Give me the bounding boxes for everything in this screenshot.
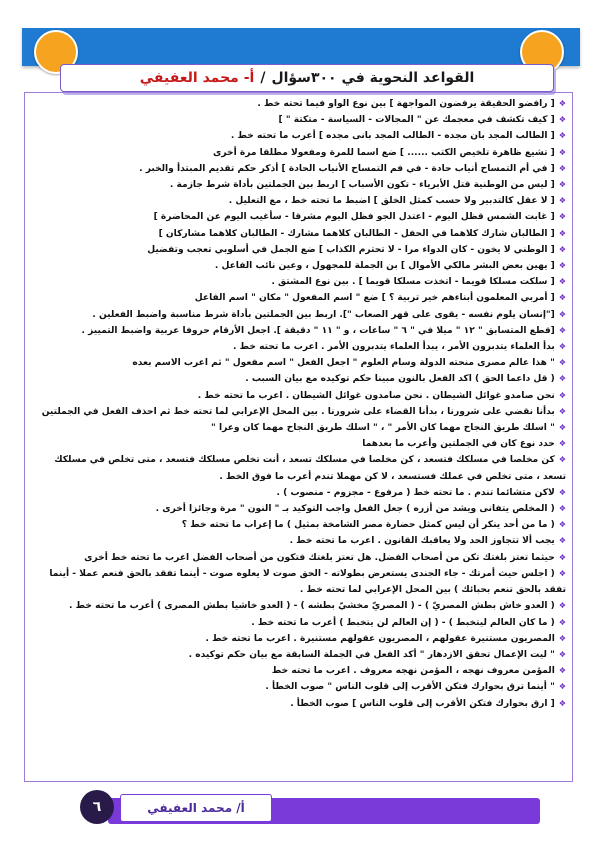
bullet-icon: ❖	[558, 228, 566, 238]
bullet-icon: ❖	[558, 617, 566, 627]
question-text: نحن صامدو غوائل الشيطان . نحن صامدون غوائل الشيطان . اعرب ما تحته خط .	[197, 390, 555, 401]
question-line	[30, 485, 566, 501]
question-line	[30, 145, 566, 161]
question-line	[30, 566, 566, 598]
title-author: أ- محمد العفيفي	[139, 70, 255, 86]
question-text: [ الطالبان شارك كلاهما في الحفل - الطالبان كلاهما مشارك - الطالبان كلاهما مشاركان ]	[158, 228, 555, 239]
question-text: [ ليس من الوطنية قتل الأبرياء - تكون الأسباب ] اربط بين الجملتين بأداة شرط جازمة .	[169, 180, 555, 191]
question-text: " أينما ترق بحوارك فتكن الأقرب إلى قلوب الناس " صوب الخطأ .	[265, 682, 555, 693]
question-line	[30, 226, 566, 242]
question-list	[30, 96, 566, 778]
bullet-icon: ❖	[558, 99, 566, 108]
question-line	[30, 112, 566, 128]
bullet-icon: ❖	[558, 682, 566, 692]
question-text: كن مخلصا في مسلكك فتسعد ، كن مخلصا في مسلكك تسعد ، أنت تخلص مسلكك فتسعد ، متى تخلص في مسلكك تسعد ، متى تخلص في عملك فستسعد ، لا كن مهملا تندم أعرب ما فوق الخط .	[54, 455, 566, 482]
question-line	[30, 290, 566, 306]
bullet-icon: ❖	[558, 261, 566, 271]
question-line	[30, 388, 566, 404]
question-text: ( ما من أحد ينكر أن ليس كمثل حضارة مصر الشامخة بمثيل ) ما إعراب ما تحته خط ؟	[181, 520, 555, 531]
question-text: [ الطالب المجد بان مجده - الطالب المجد بانى مجده ] أعرب ما تحته خط .	[230, 131, 555, 142]
bullet-icon: ❖	[558, 115, 566, 125]
question-text: لاكن متشائما تندم . ما تحته خط ( مرفوع - مجزوم - منصوب ) .	[276, 487, 555, 498]
question-text: ( اجلس حيث أمرتك - جاء الجندى يستعرض بطولاته - الحق صوت لا يعلوه صوت - أينما تفقد بالحق فنعم عملا - أينما تفقد بالحق تنعم بحبائك ) بين المحل الإعرابي لما تحته خط .	[49, 568, 566, 596]
question-text: [ ارق بحوارك فتكن الأقرب إلى قلوب الناس ] صوب الخطأ .	[290, 698, 555, 709]
bullet-icon: ❖	[558, 520, 566, 530]
question-line	[30, 128, 566, 144]
header-banner	[22, 28, 580, 66]
bullet-icon: ❖	[558, 439, 566, 449]
question-text: [ الوطني لا يخون - كان الدواء مرا - لا تحترم الكذاب ] ضع الجمل في أسلوبي تعجب وتفضيل	[147, 244, 555, 255]
question-line	[30, 550, 566, 566]
bullet-icon: ❖	[558, 390, 566, 400]
bullet-icon: ❖	[558, 698, 566, 708]
bullet-icon: ❖	[558, 666, 566, 676]
question-text: [ كيف تكشف في معجمك عن " المجالات - السياسة - متكتة " ]	[278, 115, 555, 126]
question-line	[30, 663, 566, 679]
bullet-icon: ❖	[558, 423, 566, 433]
bullet-icon: ❖	[558, 131, 566, 141]
bullet-icon: ❖	[558, 277, 566, 287]
question-line	[30, 404, 566, 420]
question-line	[30, 452, 566, 484]
question-text: [ أمربي المعلمون أبناءهم خير تربية ؟ ] ضع " اسم المفعول " مكان " اسم الفاعل	[194, 293, 555, 304]
bullet-icon: ❖	[558, 455, 566, 465]
question-line	[30, 258, 566, 274]
footer	[80, 790, 540, 826]
question-text: بدأنا نقضي على شرورنا ، بدأنا القضاء على شرورنا . بين المحل الإعرابي لما تحته خط ثم احذف الفعل في الجملتين	[41, 406, 555, 417]
bullet-icon: ❖	[558, 196, 566, 206]
question-line	[30, 517, 566, 533]
question-line	[30, 177, 566, 193]
question-line	[30, 242, 566, 258]
bullet-icon: ❖	[558, 536, 566, 546]
question-line	[30, 679, 566, 695]
page-number: ٦	[80, 790, 114, 824]
question-text: [ في أم التمساح أنياب حادة - في فم التمساح الأنياب الحادة ] أذكر حكم تقديم المبتدأ والخبر .	[139, 163, 555, 174]
bullet-icon: ❖	[558, 180, 566, 190]
bullet-icon: ❖	[558, 358, 566, 368]
bullet-icon: ❖	[558, 342, 566, 352]
bullet-icon: ❖	[558, 406, 566, 416]
bullet-icon: ❖	[558, 212, 566, 222]
question-line	[30, 631, 566, 647]
question-text: [ يهين بعض البشر مالكي الأموال ] بن الجملة للمجهول ، وعين نائب الفاعل .	[214, 261, 555, 272]
bullet-icon: ❖	[558, 244, 566, 254]
question-line	[30, 193, 566, 209]
bullet-icon: ❖	[558, 374, 566, 384]
question-text: [ رافضو الحقيقة يرفضون المواجهة ] بين نوع الواو فيما تحته خط .	[257, 99, 555, 109]
question-line	[30, 371, 566, 387]
question-line	[30, 209, 566, 225]
bullet-icon: ❖	[558, 649, 566, 659]
bullet-icon: ❖	[558, 147, 566, 157]
question-text: " هذا عالم مصرى منحته الدولة وسام العلوم " اجعل الفعل " اسم مفعول " ثم اعرب الاسم بعده	[132, 358, 555, 369]
question-line	[30, 615, 566, 631]
bullet-icon: ❖	[558, 163, 566, 173]
question-text: [ لا عقل كالتدبير ولا حسب كمثل الخلق ] اضبط ما تحته خط ، مع التعليل .	[228, 196, 555, 207]
footer-author: أ/ محمد العفيفي	[120, 794, 272, 822]
question-text: [ غابت الشمس قظل اليوم - اعتدل الجو فظل اليوم مشرقا - سأغيب اليوم عن المحاضرة ]	[153, 212, 555, 223]
question-text: المصريون مستنيرة عقولهم ، المصريون عقولهم مستنيرة . اعرب ما تحته خط .	[205, 633, 555, 644]
question-text: حيثما تعتز بلغتك تكن من أصحاب الفضل. هل تعتز بلغتك فتكون من أصحاب الفضل اعرب ما تحته خط أخرى	[84, 552, 555, 563]
bullet-icon: ❖	[558, 633, 566, 643]
question-text: [ سلكت مسلكا قويما - اتخذت مسلكا قويما ] . بين نوع المشتق .	[271, 277, 555, 288]
bullet-icon: ❖	[558, 309, 566, 319]
title-text: القواعد النحوية في ٣٠٠سؤال	[271, 70, 475, 86]
question-line	[30, 696, 566, 712]
page-title: القواعد النحوية في ٣٠٠سؤال / أ- محمد العفيفي	[60, 64, 554, 92]
question-line	[30, 274, 566, 290]
bullet-icon: ❖	[558, 325, 566, 335]
question-line	[30, 436, 566, 452]
question-text: ( قل داعما الحق ) اكد الفعل بالنون مبينا حكم توكيده مع بيان السبب .	[245, 374, 555, 385]
question-line	[30, 501, 566, 517]
question-line	[30, 533, 566, 549]
bullet-icon: ❖	[558, 601, 566, 611]
question-line	[30, 598, 566, 614]
question-text: " اسلك طريق النجاح مهما كان الأمر " ، " اسلك طريق النجاح مهما كان وعرا "	[211, 423, 555, 434]
bullet-icon: ❖	[558, 504, 566, 514]
question-text: " ليت الإعمال تحقق الازدهار " أكد الفعل في الجملة السابقة مع بيان حكم توكيده .	[188, 649, 555, 660]
question-line	[30, 647, 566, 663]
question-line	[30, 161, 566, 177]
question-line	[30, 355, 566, 371]
question-text: ["إنسان يلوم نفسه - يقوى على قهر الصعاب "]. اربط بين الجملتين بأداة شرط مناسبة واضبط الفعلين .	[92, 309, 555, 320]
question-text: يجب ألا تتجاوز الحد ولا يعاقبك القانون . اعرب ما تحته خط .	[289, 536, 555, 547]
bullet-icon: ❖	[558, 552, 566, 562]
question-line	[30, 420, 566, 436]
question-text: ( المخلص يتفانى ويشد من أزره ) جعل الفعل واجب التوكيد بـ " النون " مرة وجائزا أخرى .	[155, 504, 555, 515]
question-text: ( العدو خاش بطش المصريّ ) - ( المصريّ مخشيّ بطشه ) - ( العدو خاشيا بطش المصرى ) أعرب ما تحته خط .	[69, 601, 555, 612]
bullet-icon: ❖	[558, 568, 566, 578]
question-text: بدأ العلماء يتدبرون الأمر ، يبدأ العلماء يتدبرون الأمر . اعرب ما تحته خط .	[233, 342, 555, 353]
question-line	[30, 339, 566, 355]
question-text: [قطع المتسابق " ١٢ " ميلا في " ٦ " ساعات ، و " ١١ " دقيقة ]. اجعل الأرقام حروفا عربية واضبط التمييز .	[81, 325, 555, 336]
question-text: المؤمن معروف نهجه ، المؤمن نهجه معروف . اعرب ما تحته خط	[271, 666, 555, 677]
question-line	[30, 323, 566, 339]
question-text: ( ما كان العالم ليتخبط ) - ( إن العالم لن يتخبط ) أعرب ما تحته خط .	[251, 617, 555, 628]
question-text: [ تشيع ظاهرة تلخيص الكتب ...... ] ضع اسما للمرة ومفعولا مطلقا مرة أخرى	[213, 147, 555, 158]
question-text: حدد نوع كان في الجملتين وأعرب ما بعدهما	[362, 439, 555, 450]
bullet-icon: ❖	[558, 293, 566, 303]
question-line	[30, 307, 566, 323]
bullet-icon: ❖	[558, 487, 566, 497]
question-line	[30, 96, 566, 112]
